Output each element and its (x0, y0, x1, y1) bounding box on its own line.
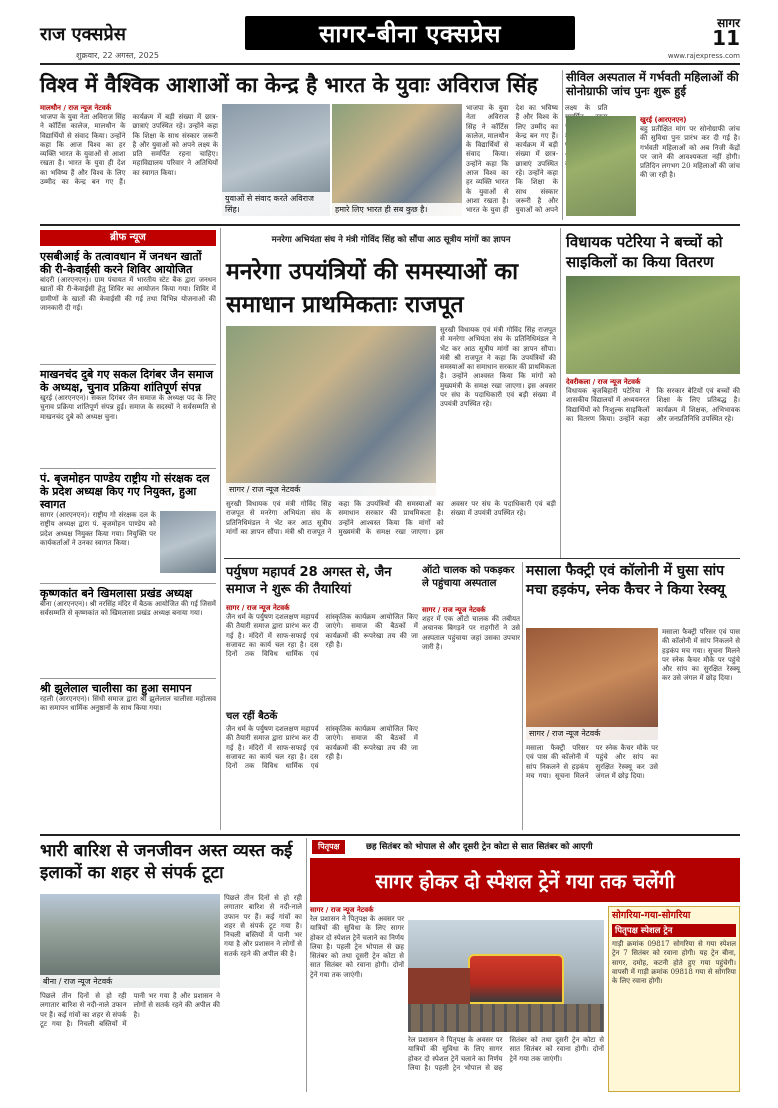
patariya-text-block (566, 378, 740, 554)
train-label: पितृपक्ष (318, 842, 340, 851)
paper-name: राज एक्सप्रेस (40, 24, 126, 45)
mgnrega-body-bottom: सुरखी विधायक एवं मंत्री गोविंद सिंह राजपूत से मनरेगा अभियंता संघ के प्रतिनिधिमंडल ने भेंट कर आठ सूत्रीय मांगों का ज्ञापन सौंपा। मंत्री श्री राजपूत ने कहा कि उपयंत्रियों की समस्याओं का समाधान सरकार की प्राथमिकता है। उन्होंने आश्वस्त किया कि मांगों को मुख्यमंत्री के समक्ष रखा जाएगा। इस अवसर पर संघ के पदाधिकारी एवं बड़ी संख्या में उपयंत्री उपस्थित रहे। (226, 500, 556, 536)
city-label: सागर (717, 16, 740, 30)
auto-text-block (422, 606, 520, 830)
mgnrega-kicker: मनरेगा अभियंता संघ ने मंत्री गोविंद सिंह को सौंपा आठ सूत्रीय मांगों का ज्ञापन (271, 235, 511, 245)
section-rule-3 (40, 834, 740, 836)
patariya-photo (566, 276, 740, 374)
rain-headline: भारी बारिश से जनजीवन अस्त व्यस्त कई इलाकों का शहर से संपर्क टूटा (40, 841, 293, 883)
paryushan-headline: पर्युषण महापर्व 28 अगस्त से, जैन समाज ने शुरू की तैयारियां (226, 565, 392, 597)
brief-item (40, 583, 216, 674)
brief-text-5: रहली (आरएनएन)। सिंधी समाज द्वारा श्री झुलेलाल चालीसा महोत्सव का समापन धार्मिक अनुष्ठानों के साथ किया गया। (40, 695, 216, 713)
train-box-subtitle (612, 924, 736, 937)
website: www.rajexpress.com (667, 52, 740, 60)
rain-body-right: पिछले तीन दिनों से हो रही लगातार बारिश से नदी-नाले उफान पर हैं। कई गांवों का शहर से संपर्क टूट गया है। निचली बस्तियों में पानी भर गया है और प्रशासन ने लोगों से सतर्क रहने की अपील की है। (224, 894, 302, 958)
mgnrega-divider (560, 228, 561, 558)
rain-photo-caption: बीना / राज न्यूज नेटवर्क (40, 975, 220, 988)
brief-item (40, 678, 216, 765)
brief-portrait-photo (160, 511, 216, 573)
section-rule-2 (224, 558, 740, 559)
hospital-story (566, 70, 740, 220)
brief-text-2: खुरई (आरएनएन)। सकल दिगंबर जैन समाज के अध्यक्ष पद के लिए चुनाव प्रक्रिया शांतिपूर्ण संपन्न हुई। समाज के सदस्यों ने सर्वसम्मति से माखनचंद दुबे को अध्यक्ष चुना। (40, 394, 216, 421)
train-info-box (608, 906, 740, 1092)
lead-photo-2 (332, 104, 462, 216)
paryushan-body-2: जैन धर्म के पर्युषण दशलक्षण महापर्व की तैयारी समाज द्वारा प्रारंभ कर दी गई है। मंदिरों में साफ-सफाई एवं सजावट का कार्य चल रहा है। दस दिनों तक विविध धार्मिक एवं सांस्कृतिक कार्यक्रम आयोजित किए जाएंगे। समाज की बैठकों में कार्यक्रमों की रूपरेखा तय की जा रही है। (226, 725, 418, 771)
brief-headline-4: कृष्णकांत बने खिमलासा प्रखंड अध्यक्ष (40, 587, 193, 600)
brief-headline-2: माखनचंद दुबे गए सकल दिगंबर जैन समाज के अध्यक्ष, चुनाव प्रक्रिया शांतिपूर्ण संपन्न (40, 368, 214, 394)
train-body-left: रेल प्रशासन ने पितृपक्ष के अवसर पर यात्रियों की सुविधा के लिए सागर होकर दो स्पेशल ट्रेनें चलाने का निर्णय लिया है। पहली ट्रेन भोपाल से छह सितंबर को तथा दूसरी ट्रेन कोटा से सात सितंबर को रवाना होगी। दोनों ट्रेनें गया तक जाएंगी। (310, 915, 404, 979)
brief-divider (220, 228, 221, 830)
snake-body-bottom: मसाला फैक्ट्री परिसर एवं पास की कॉलोनी में सांप निकलने से हड़कंप मच गया। सूचना मिलने पर स्नेक कैचर मौके पर पहुंचे और सांप का सुरक्षित रेस्क्यू कर उसे जंगल में छोड़ दिया। (526, 744, 658, 780)
date-line: शुक्रवार, 22 अगस्त, 2025 (76, 51, 159, 60)
brief-item (40, 250, 216, 360)
paryushan-body-1: जैन धर्म के पर्युषण दशलक्षण महापर्व की तैयारी समाज द्वारा प्रारंभ कर दी गई है। मंदिरों में साफ-सफाई एवं सजावट का कार्य चल रहा है। दस दिनों तक विविध धार्मिक एवं सांस्कृतिक कार्यक्रम आयोजित किए जाएंगे। समाज की बैठकों में कार्यक्रमों की रूपरेखा तय की जा रही है। (226, 613, 418, 659)
snake-headline: मसाला फैक्ट्री एवं कॉलोनी में घुसा सांप मचा हड़कंप, स्नेक कैचर ने किया रेस्क्यू (526, 563, 725, 598)
rain-body-bottom: पिछले तीन दिनों से हो रही लगातार बारिश से नदी-नाले उफान पर हैं। कई गांवों का शहर से संपर्क टूट गया है। निचली बस्तियों में पानी भर गया है और प्रशासन ने लोगों से सतर्क रहने की अपील की है। (40, 992, 220, 1028)
section-rule-1 (40, 224, 740, 226)
lead-divider (562, 70, 563, 220)
rain-photo (40, 894, 220, 988)
train-byline: सागर / राज न्यूज नेटवर्क (310, 906, 374, 914)
mgnrega-body-right: सुरखी विधायक एवं मंत्री गोविंद सिंह राजपूत से मनरेगा अभियंता संघ के प्रतिनिधिमंडल ने भेंट कर आठ सूत्रीय मांगों का ज्ञापन सौंपा। मंत्री श्री राजपूत ने कहा कि उपयंत्रियों की समस्याओं का समाधान सरकार की प्राथमिकता है। उन्होंने आश्वस्त किया कि मांगों को मुख्यमंत्री के समक्ष रखा जाएगा। इस अवसर पर संघ के पदाधिकारी एवं बड़ी संख्या में उपयंत्री उपस्थित रहे। (440, 326, 556, 409)
brief-item (40, 364, 216, 464)
mgnrega-photo (226, 326, 436, 496)
train-headline-banner (310, 858, 740, 902)
auto-divider (522, 562, 523, 830)
auto-headline: ऑटो चालक को पकड़कर ले पहुंचाया अस्पताल (422, 565, 515, 589)
snake-body-right: मसाला फैक्ट्री परिसर एवं पास की कॉलोनी में सांप निकलने से हड़कंप मच गया। सूचना मिलने पर स्नेक कैचर मौके पर पहुंचे और सांप का सुरक्षित रेस्क्यू कर उसे जंगल में छोड़ दिया। (662, 628, 740, 683)
train-box-body: गाड़ी क्रमांक 09817 सोगरिया से गया स्पेशल ट्रेन 7 सितंबर को रवाना होगी। यह ट्रेन बीना, सागर, दमोह, कटनी होते हुए गया पहुंचेगी। वापसी में गाड़ी क्रमांक 09818 गया से सोगरिया के लिए रवाना होगी। (612, 940, 736, 986)
lead-byline: मालथौन / राज न्यूज नेटवर्क (40, 104, 112, 112)
brief-item (40, 468, 216, 579)
rain-divider (306, 838, 307, 1092)
paryushan-text-block (226, 604, 418, 830)
hospital-headline: सीविल अस्पताल में गर्भवती महिलाओं की सोनोग्राफी जांच पुनः शुरू हुई (566, 70, 739, 98)
train-box-title: सोगरिया-गया-सोगरिया (612, 910, 691, 921)
brief-text-1: बांदरी (आरएनएन)। ग्राम पंचायत में भारतीय स्टेट बैंक द्वारा जनधन खातों की री-केवाईसी हेतु शिविर का आयोजन किया गया। शिविर में ग्रामीणों के खातों की केवाईसी की गई तथा विभिन्न योजनाओं की जानकारी दी गई। (40, 276, 216, 312)
brief-headline-5: श्री झुलेलाल चालीसा का हुआ समापन (40, 682, 192, 695)
brief-headline-1: एसबीआई के तत्वावधान में जनधन खातों की री-केवाईसी करने शिविर आयोजित (40, 250, 202, 276)
train-track (408, 1004, 604, 1032)
hospital-photo (566, 116, 636, 216)
auto-byline: सागर / राज न्यूज नेटवर्क (422, 606, 486, 614)
edition-title: सागर-बीना एक्सप्रेस (319, 19, 501, 48)
brief-news-header (40, 230, 216, 246)
masthead (40, 14, 740, 58)
patariya-headline: विधायक पटेरिया ने बच्चों को साइकिलों का किया वितरण (566, 233, 723, 271)
train-box-subtitle-label: पितृपक्ष स्पेशल ट्रेन (615, 926, 673, 936)
brief-headline-3: पं. बृजमोहन पाण्डेय राष्ट्रीय गो संरक्षक दल के प्रदेश अध्यक्ष किए गए नियुक्त, हुआ स्वागत (40, 472, 210, 511)
train-photo (408, 920, 604, 1032)
train-text-block (310, 906, 404, 1092)
hospital-byline: खुरई (आरएनएन) (640, 116, 687, 124)
train-coaches-shape (408, 968, 470, 1004)
masthead-rule (40, 63, 740, 65)
brief-news-column (40, 230, 216, 830)
patariya-byline: देवरीकला / राज न्यूज नेटवर्क (566, 378, 641, 386)
train-kicker: छह सितंबर को भोपाल से और दूसरी ट्रेन कोटा से सात सितंबर को आएगी (366, 842, 593, 852)
patariya-body: विधायक बृजबिहारी पटेरिया ने शासकीय विद्यालयों में अध्ययनरत विद्यार्थियों को निःशुल्क साइकिलों का वितरण किया। उन्होंने कहा कि सरकार बेटियों एवं बच्चों की शिक्षा के लिए प्रतिबद्ध है। कार्यक्रम में शिक्षक, अभिभावक और जनप्रतिनिधि उपस्थित रहे। (566, 387, 740, 423)
train-engine-shape (468, 954, 564, 1004)
mgnrega-headline: मनरेगा उपयंत्रियों की समस्याओं का समाधान प्राथमिकताः राजपूत (226, 259, 519, 318)
auto-body: शहर में एक ऑटो चालक की तबीयत अचानक बिगड़ने पर राहगीरों ने उसे अस्पताल पहुंचाया जहां उसका उपचार जारी है। (422, 615, 520, 651)
mgnrega-photo-caption: सागर / राज न्यूज नेटवर्क (226, 483, 436, 496)
lead-headline: विश्व में वैश्विक आशाओं का केन्द्र है भारत के युवाः अविराज सिंह (40, 73, 538, 97)
snake-photo-caption: सागर / राज न्यूज नेटवर्क (526, 727, 658, 740)
paryushan-subhead: चल रहीं बैठकें (226, 711, 278, 722)
train-label-tag (312, 840, 345, 854)
lead-body-continued: भाजपा के युवा नेता अविराज सिंह ने कॉर्टिस कालेज, मालथौन के विद्यार्थियों से संवाद किया। उन्होंने कहा कि आज विश्व का हर व्यक्ति भारत के युवाओं से आशा रखता है। भारत के युवा ही देश का भविष्य हैं और विश्व के लिए उम्मीद का केन्द्र बन गए हैं। कार्यक्रम में बड़ी संख्या में छात्र-छात्राएं उपस्थित रहे। उन्होंने कहा कि शिक्षा के साथ संस्कार जरूरी है और युवाओं को अपने लक्ष्य के प्रति (466, 104, 608, 215)
hospital-body: बहु प्रतीक्षित मांग पर सोनोग्राफी जांच की सुविधा पुनः प्रारंभ कर दी गई है। गर्भवती महिलाओं को अब निजी केंद्रों पर जाने की आवश्यकता नहीं होगी। प्रतिदिन लगभग 20 महिलाओं की जांच की जा रही है। (640, 125, 740, 180)
brief-text-4: बीना (आरएनएन)। श्री नरसिंह मंदिर में बैठक आयोजित की गई जिसमें सर्वसम्मति से कृष्णकांत को खिमलासा प्रखंड अध्यक्ष बनाया गया। (40, 600, 216, 618)
brief-news-header-label: ब्रीफ न्यूज (110, 232, 146, 243)
lead-photo-1-caption: युवाओं से संवाद करते अविराज सिंह। (222, 192, 330, 216)
page-number: 11 (712, 26, 740, 50)
train-body-bottom: रेल प्रशासन ने पितृपक्ष के अवसर पर यात्रियों की सुविधा के लिए सागर होकर दो स्पेशल ट्रेनें चलाने का निर्णय लिया है। पहली ट्रेन भोपाल से छह सितंबर को तथा दूसरी ट्रेन कोटा से सात सितंबर को रवाना होगी। दोनों ट्रेनें गया तक जाएंगी। (408, 1036, 604, 1072)
snake-photo (526, 628, 658, 740)
edition-title-banner (245, 16, 575, 50)
brief-text-3: सागर (आरएनएन)। राष्ट्रीय गो संरक्षक दल के राष्ट्रीय अध्यक्ष द्वारा पं. बृजमोहन पाण्डेय को प्रदेश अध्यक्ष नियुक्त किया गया। नियुक्ति पर कार्यकर्ताओं ने उनका स्वागत किया। (40, 511, 156, 547)
lead-body: भाजपा के युवा नेता अविराज सिंह ने कॉर्टिस कालेज, मालथौन के विद्यार्थियों से संवाद किया। उन्होंने कहा कि आज विश्व का हर व्यक्ति भारत के युवाओं से आशा रखता है। भारत के युवा ही देश का भविष्य हैं और विश्व के लिए उम्मीद का केन्द्र बन गए हैं। कार्यक्रम में बड़ी संख्या में छात्र-छात्राएं उपस्थित रहे। उन्होंने कहा कि शिक्षा के साथ संस्कार जरूरी है और युवाओं को अपने लक्ष्य के प्रति समर्पित रहना चाहिए। महाविद्यालय परिवार ने अतिथियों का स्वागत किया। (40, 113, 218, 187)
lead-photo-1 (222, 104, 330, 216)
paryushan-byline: सागर / राज न्यूज नेटवर्क (226, 604, 290, 612)
lead-story-text (40, 104, 218, 216)
lead-photo-2-caption: हमारे लिए भारत ही सब कुछ है। (332, 203, 462, 216)
train-headline: सागर होकर दो स्पेशल ट्रेनें गया तक चलेंगी (375, 869, 675, 893)
hospital-text-block (640, 116, 740, 216)
